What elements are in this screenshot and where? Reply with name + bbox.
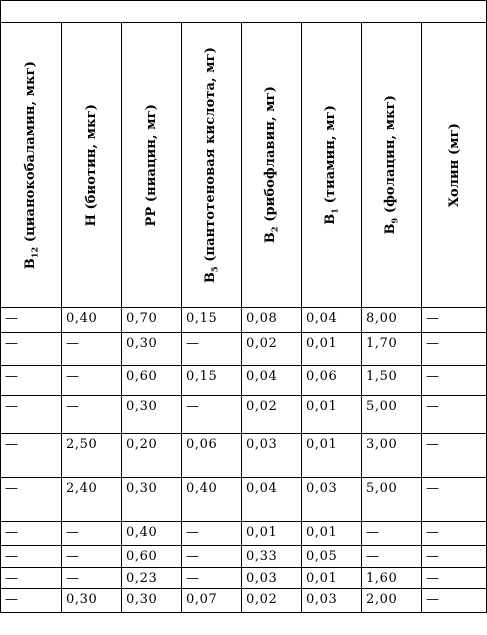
table-cell bbox=[242, 434, 302, 478]
table-row bbox=[1, 434, 487, 478]
table-cell bbox=[362, 546, 422, 568]
cell-value: 1,70 bbox=[366, 336, 398, 351]
table-row bbox=[1, 478, 487, 522]
table-cell bbox=[1, 434, 62, 478]
table-cell bbox=[242, 333, 302, 366]
cell-value: — bbox=[5, 481, 19, 496]
table-cell bbox=[242, 366, 302, 396]
table-cell bbox=[362, 522, 422, 546]
table-cell bbox=[362, 478, 422, 522]
cell-value: 0,06 bbox=[186, 437, 218, 452]
table-cell bbox=[422, 333, 487, 366]
table-cell bbox=[122, 589, 182, 613]
table-row bbox=[1, 546, 487, 568]
cell-value: — bbox=[186, 571, 200, 586]
column-header-label: $B_2$ (рибофлавин, мг) bbox=[263, 86, 280, 244]
table-cell bbox=[362, 589, 422, 613]
cell-value: 0,01 bbox=[306, 437, 338, 452]
table-cell bbox=[302, 434, 362, 478]
table-cell bbox=[362, 434, 422, 478]
cell-value: 3,00 bbox=[366, 437, 398, 452]
cell-value: — bbox=[186, 336, 200, 351]
table-cell bbox=[302, 396, 362, 434]
table-cell bbox=[1, 589, 62, 613]
column-header bbox=[122, 23, 182, 308]
cell-value: 0,40 bbox=[66, 311, 98, 326]
cell-value: 2,00 bbox=[366, 592, 398, 607]
cell-value: 5,00 bbox=[366, 481, 398, 496]
table-cell bbox=[122, 522, 182, 546]
cell-value: — bbox=[366, 525, 380, 540]
table-cell bbox=[242, 546, 302, 568]
cell-value: — bbox=[5, 592, 19, 607]
cell-value: — bbox=[366, 549, 380, 564]
cell-value: — bbox=[66, 549, 80, 564]
cell-value: 0,01 bbox=[306, 525, 338, 540]
table-cell bbox=[122, 546, 182, 568]
cell-value: — bbox=[186, 525, 200, 540]
table-cell bbox=[62, 396, 122, 434]
cell-value: 0,08 bbox=[246, 311, 278, 326]
table-cell bbox=[302, 478, 362, 522]
cell-value: 0,01 bbox=[306, 399, 338, 414]
table-cell bbox=[1, 568, 62, 589]
table-cell bbox=[182, 589, 242, 613]
cell-value: — bbox=[426, 525, 440, 540]
cell-value: — bbox=[5, 571, 19, 586]
cell-value: — bbox=[5, 369, 19, 384]
cell-value: — bbox=[66, 399, 80, 414]
table-cell bbox=[302, 366, 362, 396]
cell-value: — bbox=[5, 336, 19, 351]
table-cell bbox=[242, 308, 302, 333]
table-cell bbox=[302, 333, 362, 366]
table-cell bbox=[1, 546, 62, 568]
cell-value: 5,00 bbox=[366, 399, 398, 414]
cell-value: 0,60 bbox=[126, 369, 158, 384]
cell-value: 0,02 bbox=[246, 592, 278, 607]
cell-value: 0,04 bbox=[246, 481, 278, 496]
cell-value: 0,30 bbox=[66, 592, 98, 607]
cell-value: 2,40 bbox=[66, 481, 98, 496]
table-cell bbox=[362, 396, 422, 434]
cell-value: 0,15 bbox=[186, 311, 218, 326]
cell-value: 0,30 bbox=[126, 336, 158, 351]
table-cell bbox=[1, 478, 62, 522]
table-cell bbox=[422, 366, 487, 396]
table-cell bbox=[182, 308, 242, 333]
table-cell bbox=[182, 478, 242, 522]
cell-value: — bbox=[5, 525, 19, 540]
table-cell bbox=[122, 366, 182, 396]
cell-value: — bbox=[426, 571, 440, 586]
table-row bbox=[1, 308, 487, 333]
cell-value: — bbox=[5, 549, 19, 564]
cell-value: — bbox=[426, 592, 440, 607]
table-cell bbox=[362, 568, 422, 589]
cell-value: — bbox=[5, 437, 19, 452]
table-cell bbox=[62, 434, 122, 478]
table-cell bbox=[422, 589, 487, 613]
cell-value: 1,50 bbox=[366, 369, 398, 384]
cell-value: 0,30 bbox=[126, 481, 158, 496]
cell-value: 0,01 bbox=[246, 525, 278, 540]
cell-value: 0,01 bbox=[306, 571, 338, 586]
table-cell bbox=[1, 366, 62, 396]
cell-value: 2,50 bbox=[66, 437, 98, 452]
cell-value: 0,60 bbox=[126, 549, 158, 564]
cell-value: 1,60 bbox=[366, 571, 398, 586]
table-cell bbox=[242, 478, 302, 522]
cell-value: — bbox=[5, 399, 19, 414]
cell-value: 0,01 bbox=[306, 336, 338, 351]
column-header bbox=[422, 23, 487, 308]
table-cell bbox=[182, 366, 242, 396]
cell-value: 0,30 bbox=[126, 399, 158, 414]
table-cell bbox=[62, 333, 122, 366]
column-header bbox=[302, 23, 362, 308]
cell-value: — bbox=[66, 525, 80, 540]
column-header-label: Холин (мг) bbox=[446, 122, 462, 208]
table-cell bbox=[62, 308, 122, 333]
cell-value: — bbox=[5, 311, 19, 326]
table-cell bbox=[62, 589, 122, 613]
table-top-cell bbox=[1, 1, 487, 23]
cell-value: 0,03 bbox=[306, 481, 338, 496]
cell-value: — bbox=[186, 549, 200, 564]
cell-value: — bbox=[66, 571, 80, 586]
table-cell bbox=[422, 546, 487, 568]
table-cell bbox=[182, 333, 242, 366]
table-cell bbox=[122, 568, 182, 589]
table-cell bbox=[182, 434, 242, 478]
table-cell bbox=[362, 366, 422, 396]
cell-value: — bbox=[426, 481, 440, 496]
cell-value: 0,04 bbox=[246, 369, 278, 384]
table-cell bbox=[302, 568, 362, 589]
table-cell bbox=[62, 568, 122, 589]
table-cell bbox=[362, 308, 422, 333]
table-cell bbox=[422, 478, 487, 522]
cell-value: 0,07 bbox=[186, 592, 218, 607]
table-cell bbox=[122, 308, 182, 333]
table-row bbox=[1, 333, 487, 366]
column-header-label: $B_{12}$ (цианокобаламин, мкг) bbox=[22, 60, 40, 270]
table-top-row bbox=[1, 1, 487, 23]
table-cell bbox=[122, 434, 182, 478]
table-cell bbox=[62, 546, 122, 568]
cell-value: — bbox=[426, 336, 440, 351]
column-header bbox=[62, 23, 122, 308]
table-cell bbox=[302, 589, 362, 613]
table-cell bbox=[62, 522, 122, 546]
column-header-label: $B_1$ (тиамин, мг) bbox=[323, 105, 340, 225]
cell-value: 0,03 bbox=[246, 437, 278, 452]
cell-value: 8,00 bbox=[366, 311, 398, 326]
cell-value: — bbox=[426, 549, 440, 564]
table-cell bbox=[122, 396, 182, 434]
table-cell bbox=[182, 568, 242, 589]
table-cell bbox=[422, 434, 487, 478]
table-cell bbox=[302, 522, 362, 546]
cell-value: 0,04 bbox=[306, 311, 338, 326]
table-cell bbox=[62, 478, 122, 522]
table-cell bbox=[242, 522, 302, 546]
column-header bbox=[1, 23, 62, 308]
cell-value: — bbox=[426, 437, 440, 452]
cell-value: — bbox=[426, 311, 440, 326]
table-cell bbox=[1, 396, 62, 434]
table-row bbox=[1, 568, 487, 589]
table-cell bbox=[1, 333, 62, 366]
table-cell bbox=[182, 522, 242, 546]
cell-value: 0,33 bbox=[246, 549, 278, 564]
column-header-label: PP (ниацин, мг) bbox=[144, 103, 159, 227]
column-header bbox=[362, 23, 422, 308]
column-header-label: $B_9$ (фолацин, мкг) bbox=[383, 95, 400, 235]
table-row bbox=[1, 366, 487, 396]
cell-value: 0,23 bbox=[126, 571, 158, 586]
column-header bbox=[242, 23, 302, 308]
cell-value: 0,30 bbox=[126, 592, 158, 607]
cell-value: 0,70 bbox=[126, 311, 158, 326]
table-row bbox=[1, 589, 487, 613]
table-cell bbox=[242, 589, 302, 613]
table-cell bbox=[1, 308, 62, 333]
table-cell bbox=[422, 522, 487, 546]
cell-value: 0,15 bbox=[186, 369, 218, 384]
table-cell bbox=[182, 546, 242, 568]
table-cell bbox=[242, 568, 302, 589]
cell-value: 0,05 bbox=[306, 549, 338, 564]
table-cell bbox=[422, 568, 487, 589]
cell-value: 0,02 bbox=[246, 336, 278, 351]
table-cell bbox=[362, 333, 422, 366]
table-cell bbox=[422, 396, 487, 434]
cell-value: 0,02 bbox=[246, 399, 278, 414]
cell-value: 0,40 bbox=[126, 525, 158, 540]
column-header-label: H (биотин, мкг) bbox=[84, 103, 99, 227]
table-header-row bbox=[1, 23, 487, 308]
cell-value: 0,40 bbox=[186, 481, 218, 496]
cell-value: — bbox=[66, 336, 80, 351]
cell-value: 0,20 bbox=[126, 437, 158, 452]
cell-value: — bbox=[66, 369, 80, 384]
cell-value: — bbox=[426, 369, 440, 384]
cell-value: 0,03 bbox=[246, 571, 278, 586]
table-row bbox=[1, 522, 487, 546]
table-cell bbox=[182, 396, 242, 434]
table-cell bbox=[122, 333, 182, 366]
cell-value: — bbox=[426, 399, 440, 414]
table-row bbox=[1, 396, 487, 434]
column-header bbox=[182, 23, 242, 308]
column-header-label: $B_5$ (пантотеновая кислота, мг) bbox=[203, 46, 220, 284]
table-cell bbox=[242, 396, 302, 434]
cell-value: 0,03 bbox=[306, 592, 338, 607]
table-cell bbox=[422, 308, 487, 333]
table-cell bbox=[1, 522, 62, 546]
table-cell bbox=[62, 366, 122, 396]
table-cell bbox=[302, 308, 362, 333]
cell-value: 0,06 bbox=[306, 369, 338, 384]
cell-value: — bbox=[186, 399, 200, 414]
table-cell bbox=[302, 546, 362, 568]
table-cell bbox=[122, 478, 182, 522]
